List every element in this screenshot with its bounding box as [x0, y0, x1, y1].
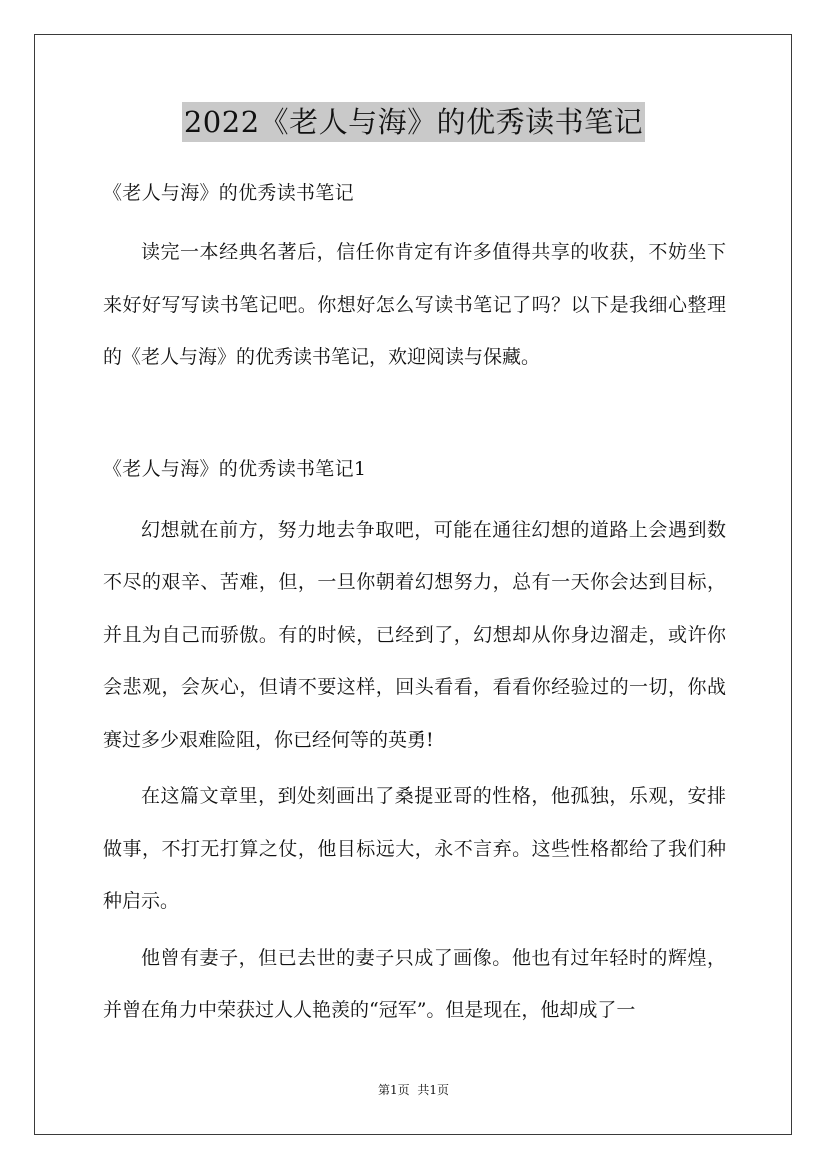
intro-paragraph: 读完一本经典名著后，信任你肯定有许多值得共享的收获，不妨坐下来好好写写读书笔记吧。你想好怎么写读书笔记了吗？以下是我细心整理的《老人与海》的优秀读书笔记，欢迎阅读与保藏。	[103, 241, 726, 368]
page-number: 第1页	[377, 1083, 410, 1097]
title-container	[0, 102, 827, 142]
section-1-paragraph-2: 在这篇文章里，到处刻画出了桑提亚哥的性格，他孤独，乐观，安排做事，不打无打算之仗，他目标远大，永不言弃。这些性格都给了我们种种启示。	[103, 785, 726, 912]
section-1-paragraph-1: 幻想就在前方，努力地去争取吧，可能在通往幻想的道路上会遇到数不尽的艰辛、苦难，但，一旦你朝着幻想努力，总有一天你会达到目标，并且为自己而骄傲。有的时候，已经到了，幻想却从你身边溜走，或许你会悲观，会灰心，但请不要这样，回头看看，看看你经验过的一切，你战赛过多少艰难险阻，你已经何等的英勇!	[103, 518, 726, 751]
section-1-paragraph-3: 他曾有妻子，但已去世的妻子只成了画像。他也有过年轻时的辉煌，并曾在角力中荣获过人人艳羡的“冠军”。但是现在，他却成了一	[103, 946, 726, 1021]
page-total: 共1页	[417, 1083, 450, 1097]
intro-heading: 《老人与海》的优秀读书笔记	[103, 182, 354, 204]
section-1-heading: 《老人与海》的优秀读书笔记1	[103, 457, 367, 480]
page-footer	[0, 1082, 827, 1098]
document-title: 2022《老人与海》的优秀读书笔记	[182, 102, 645, 142]
document-body	[103, 173, 726, 1037]
